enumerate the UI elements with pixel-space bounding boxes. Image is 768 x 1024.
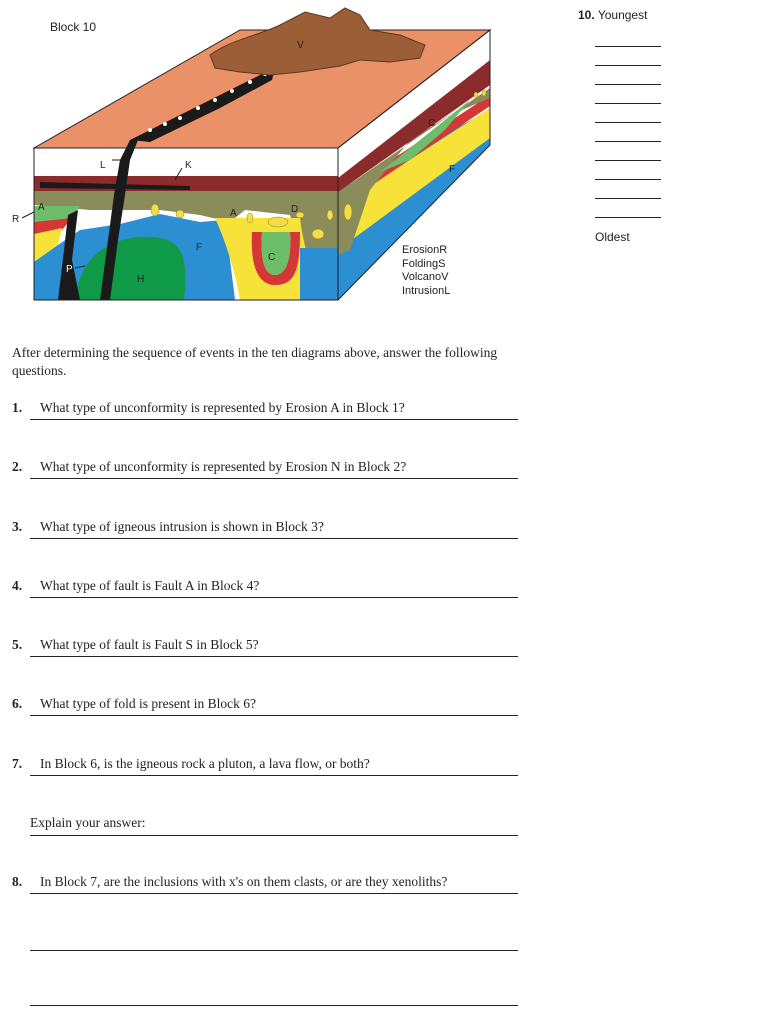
answer-line[interactable] bbox=[30, 597, 518, 598]
question-number: 7. bbox=[12, 756, 23, 771]
label-c-right: C bbox=[428, 118, 436, 129]
answer-line[interactable] bbox=[30, 478, 518, 479]
legend-folding: FoldingS bbox=[402, 257, 446, 270]
sequence-blank[interactable] bbox=[595, 198, 661, 199]
legend-intrusion: IntrusionL bbox=[402, 284, 451, 297]
label-f-right: F bbox=[449, 164, 456, 175]
label-h: H bbox=[137, 274, 145, 285]
sequence-blank[interactable] bbox=[595, 103, 661, 104]
question-text: What type of fault is Fault A in Block 4? bbox=[40, 578, 260, 593]
sequence-head bbox=[578, 8, 647, 22]
question-text: What type of igneous intrusion is shown in Block 3? bbox=[40, 519, 324, 534]
question-text: What type of fault is Fault S in Block 5? bbox=[40, 637, 259, 652]
explain-label: Explain your answer: bbox=[30, 815, 146, 830]
question-text: What type of unconformity is represented by Erosion A in Block 1? bbox=[40, 400, 405, 415]
label-a-left: A bbox=[38, 202, 45, 213]
answer-line[interactable] bbox=[30, 715, 518, 716]
intro-text: After determining the sequence of events in the ten diagrams above, answer the following questions. bbox=[12, 345, 498, 378]
answer-line[interactable] bbox=[30, 893, 518, 894]
sequence-blank[interactable] bbox=[595, 46, 661, 47]
sequence-oldest-label: Oldest bbox=[595, 230, 630, 244]
label-c-mid: C bbox=[268, 252, 276, 263]
leader-r bbox=[22, 212, 34, 218]
explain-answer-line[interactable] bbox=[30, 835, 518, 836]
diagram-legend bbox=[402, 244, 450, 298]
block-title: Block 10 bbox=[50, 20, 97, 34]
question-number: 6. bbox=[12, 696, 23, 711]
question-text: What type of unconformity is represented by Erosion N in Block 2? bbox=[40, 459, 407, 474]
sequence-blank[interactable] bbox=[595, 141, 661, 142]
sequence-blank[interactable] bbox=[595, 217, 661, 218]
question-number: 3. bbox=[12, 519, 23, 534]
label-d: D bbox=[291, 204, 299, 215]
sequence-youngest-number: 10. bbox=[578, 8, 595, 22]
sequence-blank[interactable] bbox=[595, 122, 661, 123]
block-diagram bbox=[0, 0, 560, 320]
label-v: V bbox=[297, 40, 304, 51]
label-l: L bbox=[100, 160, 106, 171]
sequence-blank[interactable] bbox=[595, 179, 661, 180]
answer-line[interactable] bbox=[30, 419, 518, 420]
answer-line[interactable] bbox=[30, 656, 518, 657]
label-a-mid: A bbox=[230, 208, 237, 219]
answer-line[interactable] bbox=[30, 538, 518, 539]
label-f-mid: F bbox=[196, 242, 203, 253]
answer-line-extra[interactable] bbox=[30, 950, 518, 951]
sequence-youngest-label: Youngest bbox=[597, 8, 648, 22]
question-number: 4. bbox=[12, 578, 23, 593]
question-text: In Block 6, is the igneous rock a pluton, a lava flow, or both? bbox=[40, 756, 370, 771]
question-number: 1. bbox=[12, 400, 23, 415]
legend-volcano: VolcanoV bbox=[402, 271, 449, 283]
label-r: R bbox=[12, 214, 20, 225]
label-p: P bbox=[66, 264, 73, 275]
answer-line-extra[interactable] bbox=[30, 1005, 518, 1006]
sequence-blank[interactable] bbox=[595, 84, 661, 85]
label-k: K bbox=[185, 160, 192, 171]
question-text: What type of fold is present in Block 6? bbox=[40, 696, 256, 711]
sequence-blank[interactable] bbox=[595, 160, 661, 161]
question-number: 5. bbox=[12, 637, 23, 652]
question-text: In Block 7, are the inclusions with x's on them clasts, or are they xenoliths? bbox=[40, 874, 448, 889]
legend-erosion: ErosionR bbox=[402, 244, 448, 256]
question-number: 2. bbox=[12, 459, 23, 474]
front-layer-blue-right bbox=[300, 248, 338, 300]
sequence-blank[interactable] bbox=[595, 65, 661, 66]
answer-line[interactable] bbox=[30, 775, 518, 776]
question-number: 8. bbox=[12, 874, 23, 889]
